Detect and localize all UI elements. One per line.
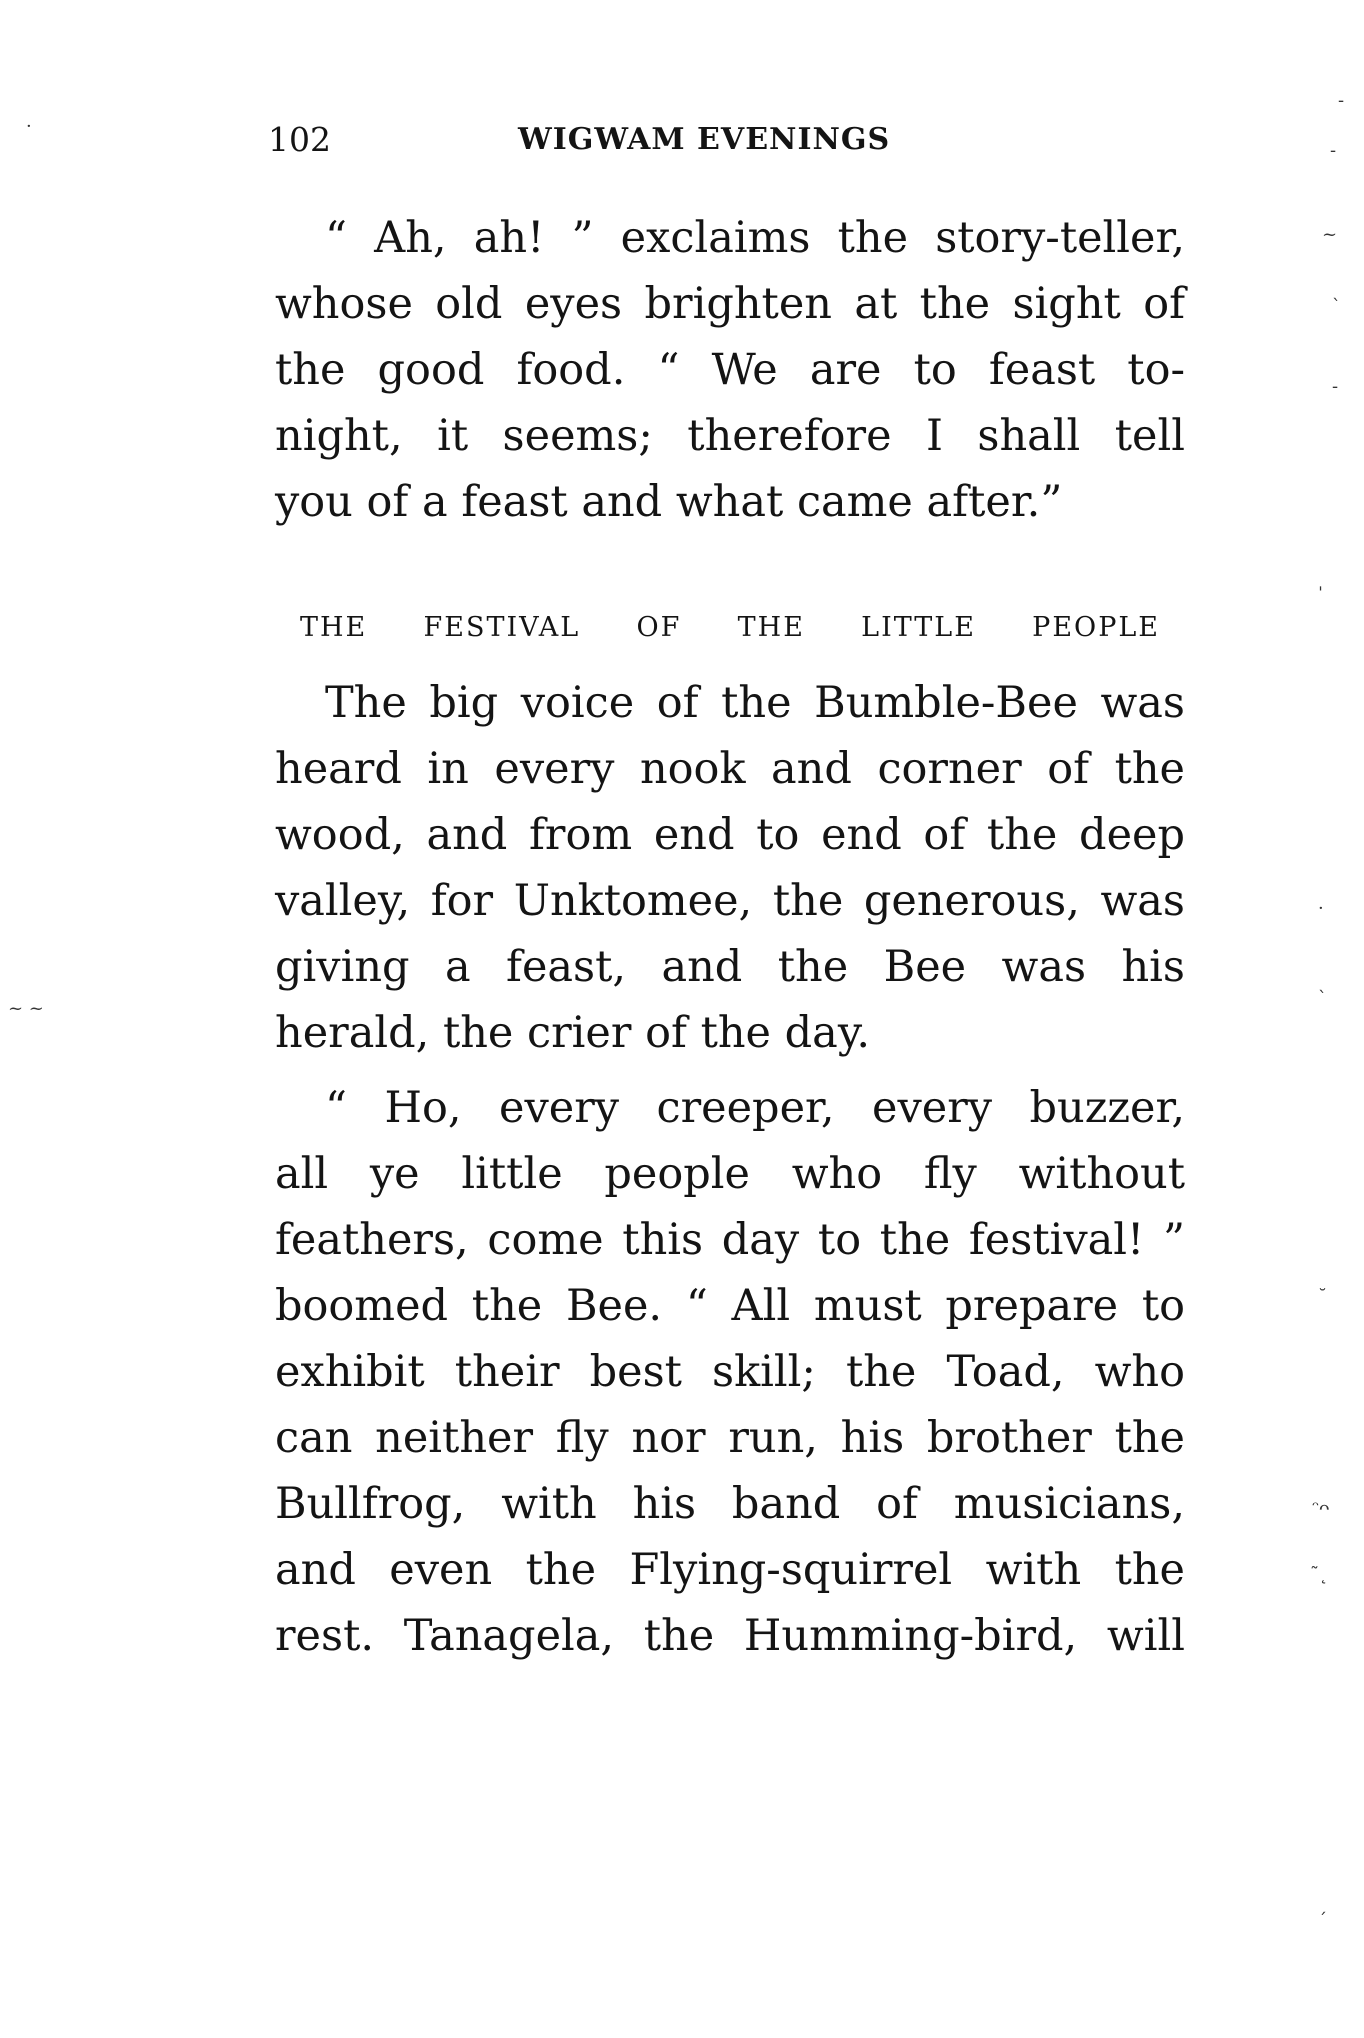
- running-title: WIGWAM EVENINGS: [518, 122, 891, 157]
- scan-speck: ˈ: [1318, 584, 1323, 605]
- text-line: Bullfrog, with his band of musicians,: [275, 1479, 1185, 1529]
- text-line: heard in every nook and corner of the: [275, 744, 1185, 794]
- text-line: “ Ho, every creeper, every buzzer,: [325, 1083, 1185, 1133]
- scan-speck: ‐: [1330, 140, 1337, 161]
- text-line: can neither fly nor run, his brother the: [275, 1413, 1185, 1463]
- section-heading: THE FESTIVAL OF THE LITTLE PEOPLE: [300, 612, 1160, 643]
- text-line: rest. Tanagela, the Humming-bird, will: [275, 1611, 1185, 1661]
- scan-speck: ˘: [1318, 1286, 1327, 1307]
- scan-speck: ‐: [1332, 376, 1339, 397]
- text-line: herald, the crier of the day.: [275, 1008, 871, 1058]
- scan-speck: ˋ: [1318, 988, 1327, 1009]
- scan-speck: ˜˛: [1310, 1564, 1328, 1585]
- text-line: and even the Flying-squirrel with the: [275, 1545, 1185, 1595]
- text-line: exhibit their best skill; the Toad, who: [275, 1347, 1185, 1397]
- text-line: you of a feast and what came after.”: [275, 477, 1063, 527]
- text-line: feathers, come this day to the festival! ”: [275, 1215, 1185, 1265]
- scan-speck: ˊ: [1318, 1910, 1327, 1931]
- text-line: “ Ah, ah! ” exclaims the story-teller,: [325, 213, 1185, 263]
- section-paragraph: [275, 670, 1185, 1066]
- scan-speck: ~ ~: [8, 998, 44, 1019]
- running-head: [268, 116, 1168, 164]
- page-number: 102: [268, 120, 331, 159]
- text-line: giving a feast, and the Bee was his: [275, 942, 1185, 992]
- scan-speck: ~: [1322, 224, 1338, 245]
- scan-speck: ‐: [1338, 90, 1345, 111]
- text-line: The big voice of the Bumble-Bee was: [325, 678, 1185, 728]
- intro-paragraph: [275, 205, 1185, 535]
- text-line: boomed the Bee. “ All must prepare to: [275, 1281, 1185, 1331]
- text-line: all ye little people who fly without: [275, 1149, 1185, 1199]
- scan-speck: ˋ: [1332, 296, 1341, 317]
- section-paragraph: [275, 1075, 1185, 1669]
- text-line: valley, for Unktomee, the generous, was: [275, 876, 1185, 926]
- text-line: the good food. “ We are to feast to-: [275, 345, 1185, 395]
- scan-speck: ᵔᴖ: [1312, 1498, 1330, 1519]
- text-line: whose old eyes brighten at the sight of: [275, 279, 1185, 329]
- scan-speck: ·: [26, 116, 32, 137]
- text-line: wood, and from end to end of the deep: [275, 810, 1185, 860]
- text-line: night, it seems; therefore I shall tell: [275, 411, 1185, 461]
- scan-speck: ·: [1318, 898, 1324, 919]
